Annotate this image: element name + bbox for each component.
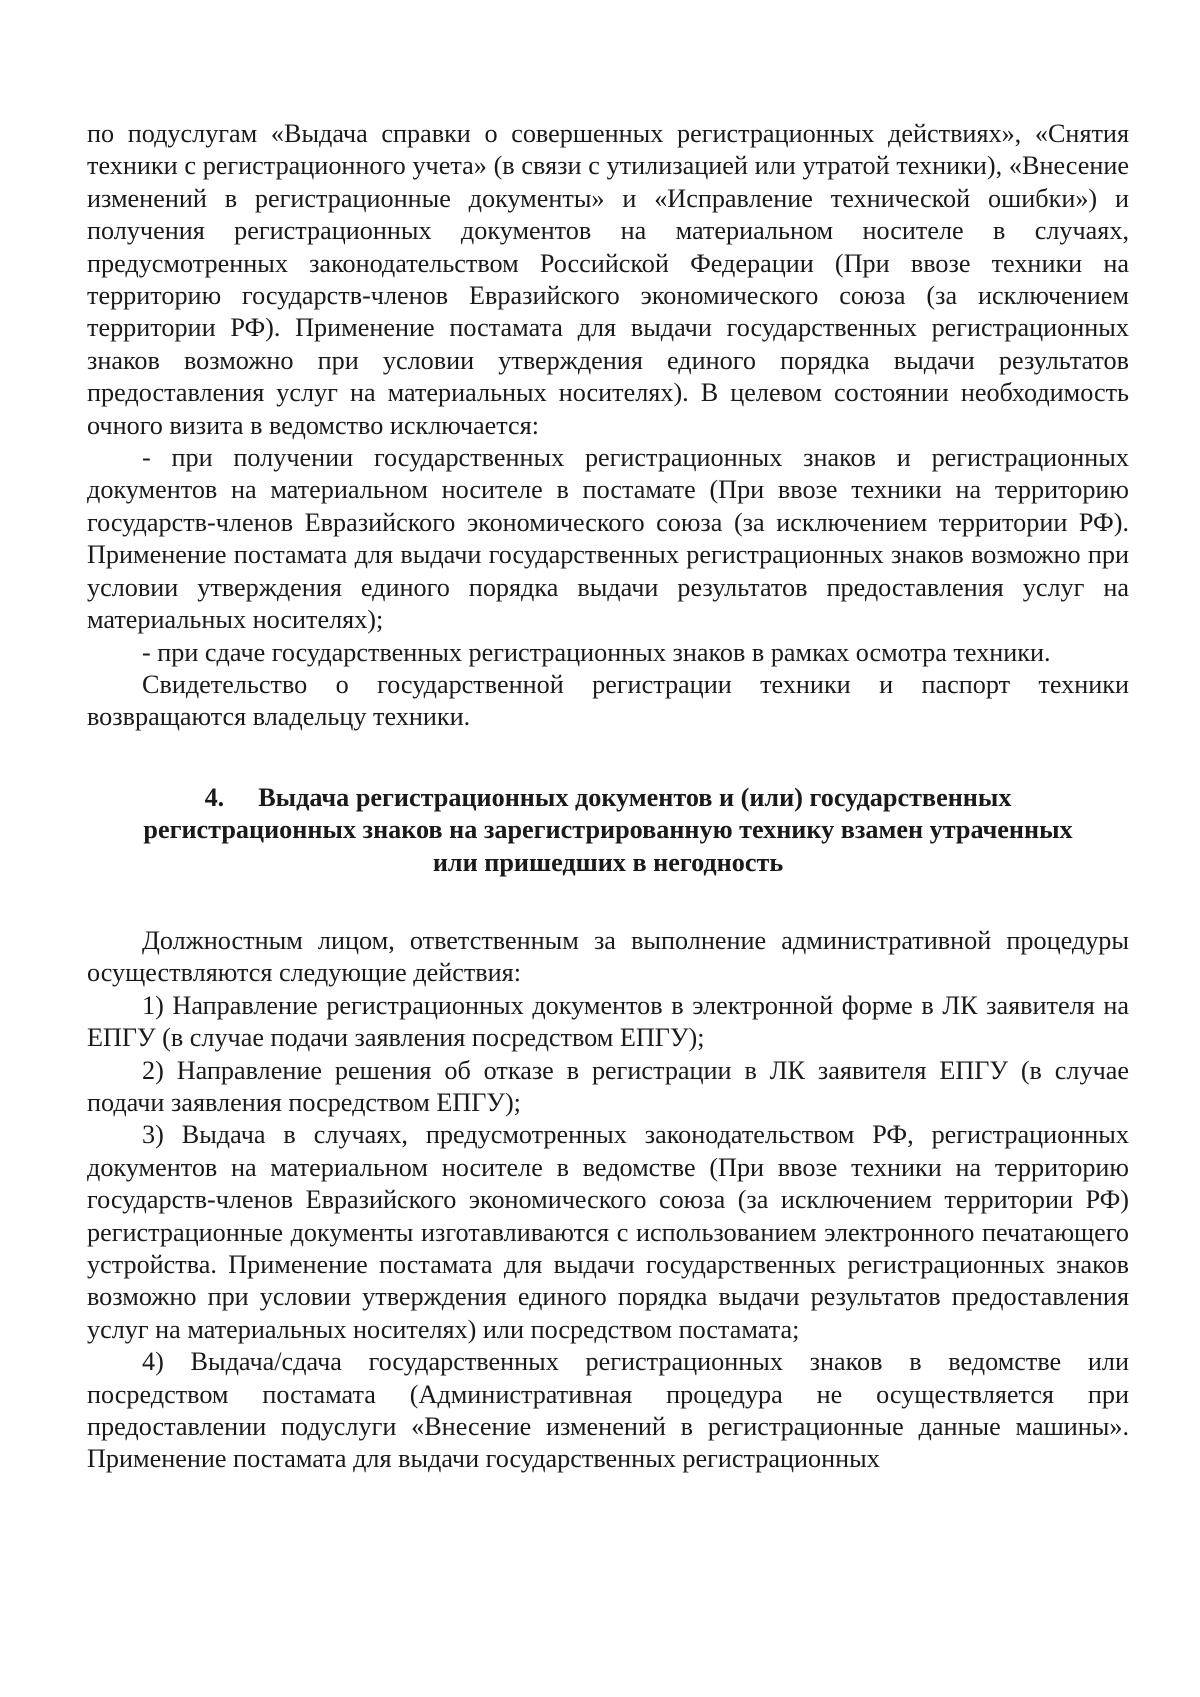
section-heading [87,782,1129,879]
document-page [87,118,1129,1476]
list-item-1: 1) Направление регистрационных документов в электронной форме в ЛК заявителя на ЕПГУ (в случае подачи заявления посредством ЕПГУ); [87,990,1129,1053]
paragraph-bullet-postamat: - при получении государственных регистрационных знаков и регистрационных документов на материальном носителе в постамате (При ввозе техники на территорию государств-членов Евразийского экономического союза (за исключением территории РФ). Применение постамата для выдачи государственных регистрационных знаков возможно при условии утверждения единого порядка выдачи результатов предоставления услуг на материальных носителях); [87,443,1129,635]
section-number: 4. [204,782,225,812]
list-item-4: 4) Выдача/сдача государственных регистрационных знаков в ведомстве или посредством постамата (Административная процедура не осуществляется при предоставлении подуслуги «Внесение изменений в регистрационные данные машины». Применение постамата для выдачи государственных регистрационных [87,1347,1129,1474]
paragraph-intro: Должностным лицом, ответственным за выполнение административной процедуры осуществляются следующие действия: [87,925,1129,988]
list-item-3: 3) Выдача в случаях, предусмотренных законодательством РФ, регистрационных документов на материальном носителе в ведомстве (При ввозе техники на территорию государств-членов Евразийского экономического союза (за исключением территории РФ) регистрационные документы изготавливаются с использованием электронного печатающего устройства. Применение постамата для выдачи государственных регистрационных знаков возможно при условии утверждения единого порядка выдачи результатов предоставления услуг на материальных носителях) или посредством постамата; [87,1120,1129,1344]
paragraph-continuation: по подуслугам «Выдача справки о совершенных регистрационных действиях», «Снятия техники с регистрационного учета» (в связи с утилизацией или утратой техники), «Внесение изменений в регистрационные документы» и «Исправление технической ошибки») и получения регистрационных документов на материальном носителе в случаях, предусмотренных законодательством Российской Федерации (При ввозе техники на территорию государств-членов Евразийского экономического союза (за исключением территории РФ). Применение постамата для выдачи государственных регистрационных знаков возможно при условии утверждения единого порядка выдачи результатов предоставления услуг на материальных носителях). В целевом состоянии необходимость очного визита в ведомство исключается: [87,119,1129,440]
list-item-2: 2) Направление решения об отказе в регистрации в ЛК заявителя ЕПГУ (в случае подачи заявления посредством ЕПГУ); [87,1055,1129,1117]
paragraph-certificate: Свидетельство о государственной регистрации техники и паспорт техники возвращаются владельцу техники. [87,669,1129,732]
paragraph-bullet-inspection: - при сдаче государственных регистрационных знаков в рамках осмотра техники. [142,637,1051,667]
section-title: Выдача регистрационных документов и (или) государственных регистрационных знаков на зарегистрированную технику взамен утраченных или пришедших в негодность [143,782,1073,877]
